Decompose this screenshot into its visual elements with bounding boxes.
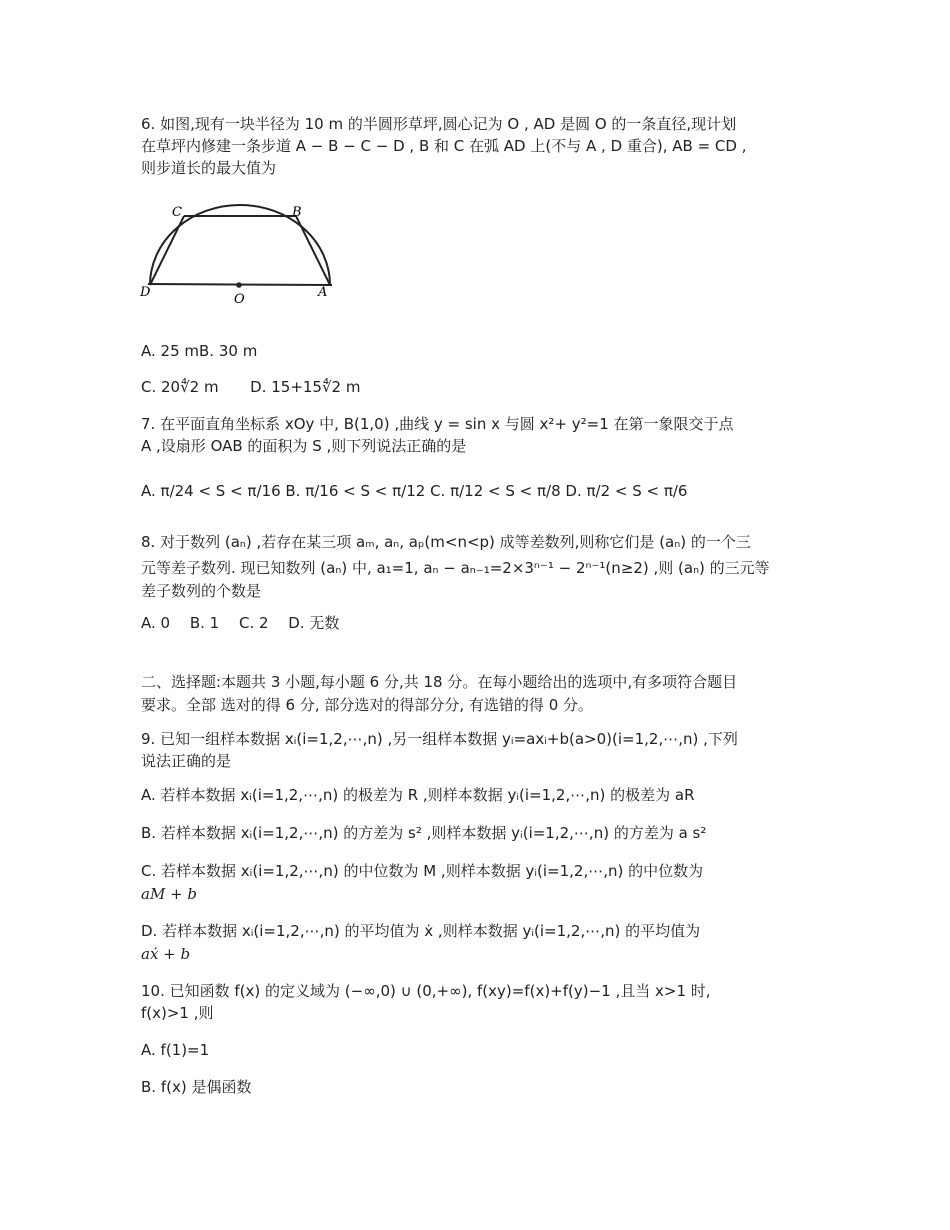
label-a: A	[318, 285, 328, 300]
label-d: D	[140, 285, 151, 300]
q9-option-a: A. 若样本数据 xᵢ(i=1,2,⋯,n) 的极差为 R ,则样本数据 yᵢ(i=1,2,⋯,n) 的极差为 aR	[141, 786, 695, 804]
q7-line-1: 7. 在平面直角坐标系 xOy 中, B(1,0) ,曲线 y = sin x 与圆 x²+ y²=1 在第一象限交于点	[141, 415, 734, 433]
q6-options-cd	[141, 376, 820, 398]
q7-line-2: A ,设扇形 OAB 的面积为 S ,则下列说法正确的是	[141, 437, 467, 455]
q9-option-c-line-2: aM + b	[141, 885, 198, 903]
segment-ab	[296, 216, 330, 285]
q8-options: A. 0 B. 1 C. 2 D. 无数	[141, 614, 340, 632]
q6-line-1: 6. 如图,现有一块半径为 10 m 的半圆形草坪,圆心记为 O , AD 是圆 O 的一条直径,现计划	[141, 115, 737, 133]
q8-line-3: 差子数列的个数是	[141, 582, 262, 600]
q9-option-b: B. 若样本数据 xᵢ(i=1,2,⋯,n) 的方差为 s² ,则样本数据 yᵢ(i=1,2,⋯,n) 的方差为 a s²	[141, 824, 707, 842]
q10-line-1: 10. 已知函数 f(x) 的定义域为 (−∞,0) ∪ (0,+∞), f(xy)=f(x)+f(y)−1 ,且当 x>1 时,	[141, 982, 711, 1000]
q9-line-1: 9. 已知一组样本数据 xᵢ(i=1,2,⋯,n) ,另一组样本数据 yᵢ=axᵢ+b(a>0)(i=1,2,⋯,n) ,下列	[141, 730, 738, 748]
q7-options	[141, 480, 820, 502]
q9-option-d-line-2: aẋ + b	[141, 945, 191, 963]
label-c: C	[172, 205, 182, 220]
semicircle-figure	[140, 199, 340, 311]
section2-line-2: 要求。全部 选对的得 6 分, 部分选对的得部分分, 有选错的得 0 分。	[141, 696, 594, 714]
q7-option-d: D. π/2 < S < π/6	[565, 482, 688, 500]
q9-option-c-line-1: C. 若样本数据 xᵢ(i=1,2,⋯,n) 的中位数为 M ,则样本数据 yᵢ(i=1,2,⋯,n) 的中位数为	[141, 862, 704, 880]
q6-option-c: C. 20∜2 m	[141, 378, 219, 396]
q9-line-2: 说法正确的是	[141, 752, 232, 770]
q6-line-2: 在草坪内修建一条步道 A − B − C − D , B 和 C 在弧 AD 上(不与 A , D 重合), AB = CD ,	[141, 137, 747, 155]
q10-line-2: f(x)>1 ,则	[141, 1004, 214, 1022]
q10-option-a: A. f(1)=1	[141, 1041, 210, 1059]
q7-option-b: B. π/16 < S < π/12	[285, 482, 426, 500]
q6-option-b: B. 30 m	[199, 342, 258, 360]
section2-line-1: 二、选择题:本题共 3 小题,每小题 6 分,共 18 分。在每小题给出的选项中,有多项符合题目	[141, 673, 738, 691]
q6-options-ab	[141, 340, 820, 362]
q7-option-c: C. π/12 < S < π/8	[430, 482, 561, 500]
q8-line-1: 8. 对于数列 (aₙ) ,若存在某三项 aₘ, aₙ, aₚ(m<n<p) 成等差数列,则称它们是 (aₙ) 的一个三	[141, 533, 751, 551]
q10-option-b: B. f(x) 是偶函数	[141, 1078, 252, 1096]
label-b: B	[292, 205, 302, 220]
q7-option-a: A. π/24 < S < π/16	[141, 482, 281, 500]
q8-line-2: 元等差子数列. 现已知数列 (aₙ) 中, a₁=1, aₙ − aₙ₋₁=2×3ⁿ⁻¹ − 2ⁿ⁻¹(n≥2) ,则 (aₙ) 的三元等	[141, 559, 770, 577]
center-point-o	[236, 282, 242, 288]
label-o: O	[234, 292, 245, 307]
q6-line-3: 则步道长的最大值为	[141, 159, 277, 177]
q6-option-d: D. 15+15∜2 m	[250, 378, 361, 396]
segment-cd	[150, 216, 184, 285]
q6-option-a: A. 25 m	[141, 342, 200, 360]
q9-option-d-line-1: D. 若样本数据 xᵢ(i=1,2,⋯,n) 的平均值为 ẋ ,则样本数据 yᵢ(i=1,2,⋯,n) 的平均值为	[141, 922, 701, 940]
